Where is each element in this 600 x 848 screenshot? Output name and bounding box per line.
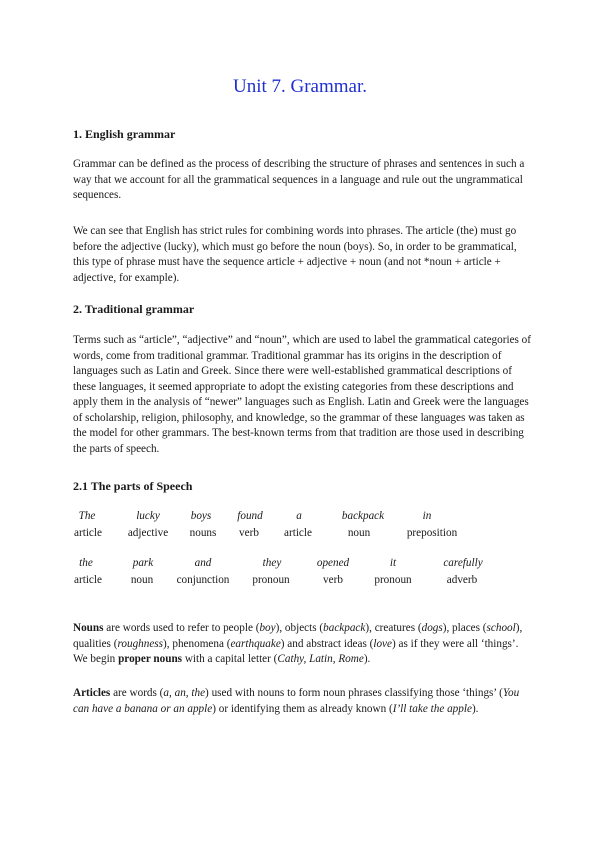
part-of-speech-tag: verb	[239, 527, 259, 539]
part-of-speech-tag: noun	[130, 574, 154, 586]
example-word: The	[78, 510, 96, 522]
text-run: ), qualities (	[73, 622, 523, 650]
text-run: ), objects (	[275, 622, 324, 634]
paragraph-definition: Grammar can be defined as the process of describing the structure of phrases and sentences in such a way that we account for all the grammatical sequences in a language and rule out the ungrammatical sequences.	[73, 158, 525, 201]
example-text: love	[373, 637, 392, 650]
heading-parts-of-speech: 2.1 The parts of Speech	[73, 479, 193, 493]
example-word: they	[262, 557, 282, 569]
part-of-speech-tag: adverb	[446, 574, 478, 586]
part-of-speech-tag: verb	[323, 574, 343, 586]
part-of-speech-tag: pronoun	[374, 574, 412, 586]
page-title: Unit 7. Grammar.	[232, 76, 368, 97]
part-of-speech-tag: adjective	[127, 527, 169, 539]
text-run: are words used to refer to people (	[103, 622, 260, 634]
heading-traditional-grammar: 2. Traditional grammar	[73, 302, 195, 316]
part-of-speech-tag: article	[74, 574, 102, 586]
example-word: park	[132, 557, 154, 569]
term-articles: Articles	[73, 687, 111, 699]
text-run: ).	[471, 702, 479, 715]
part-of-speech-tag: noun	[347, 527, 371, 539]
example2-words-row	[0, 557, 600, 573]
part-of-speech-tag: article	[74, 527, 102, 539]
text-run: ) and abstract ideas (	[280, 637, 374, 650]
part-of-speech-tag: conjunction	[176, 574, 230, 586]
paragraph-rules: We can see that English has strict rules for combining words into phrases. The article (the) must go before the adjective (lucky), which must go before the noun (boys). So, in order to be grammatical, this type of phrase must have the sequence article + adjective + noun (and not *noun + article + adjective, for example).	[73, 225, 517, 284]
example-text: school	[486, 622, 516, 634]
example-word: lucky	[136, 510, 160, 522]
part-of-speech-tag: pronoun	[252, 574, 290, 586]
paragraph-nouns	[73, 621, 533, 668]
example1-tags-row	[0, 527, 600, 543]
text-run: ), creatures (	[365, 622, 422, 634]
example-word: it	[389, 557, 397, 569]
part-of-speech-tag: preposition	[406, 527, 458, 539]
text-run: ).	[363, 653, 371, 665]
example-text: roughness	[117, 637, 164, 650]
text-run: ) as if they were all ‘things’. We begin	[73, 637, 519, 665]
text-run: ), places (	[442, 622, 487, 634]
example1-words-row	[0, 510, 600, 526]
part-of-speech-tag: article	[284, 527, 312, 539]
paragraph-articles	[73, 686, 533, 717]
paragraph-traditional-grammar: Terms such as “article”, “adjective” and “noun”, which are used to label the grammatical categories of words, come from traditional grammar. Traditional grammar has its origins in the description of languages such as Latin and Greek. Since there were well-established grammatical descriptions of these languages, it seemed appropriate to adopt the existing categories from these descriptions and apply them in the analysis of “newer” languages such as English. Latin and Greek were the languages of scholarship, religion, philosophy, and knowledge, so the grammar of these languages was taken as the model for other grammars. The best-known terms from that tradition are those used in describing the parts of speech.	[73, 334, 532, 455]
example-word: carefully	[443, 557, 483, 569]
example-word: boys	[190, 510, 212, 522]
example-text: a, an, the	[163, 687, 206, 699]
part-of-speech-tag: nouns	[189, 527, 217, 539]
example-word: a	[296, 510, 302, 522]
example-word: opened	[316, 557, 350, 569]
text-run: with a capital letter (	[182, 653, 278, 665]
example-text: earthquake	[230, 637, 281, 650]
text-run: ) or identifying them as already known (	[212, 702, 393, 715]
example-word: found	[237, 510, 263, 522]
example-text: I’ll take the apple	[392, 702, 472, 715]
example-text: dogs	[421, 622, 443, 634]
example2-tags-row	[0, 574, 600, 590]
term-proper-nouns: proper nouns	[118, 653, 183, 665]
example-text: boy	[259, 622, 276, 634]
example-word: and	[194, 557, 212, 569]
example-word: the	[79, 557, 93, 569]
example-text: You can have a banana or an apple	[73, 687, 520, 715]
text-run: ), phenomena (	[163, 637, 231, 650]
example-word: backpack	[341, 510, 385, 522]
text-run: ) used with nouns to form noun phrases classifying those ‘things’ (	[205, 687, 503, 699]
text-run: are words (	[110, 687, 164, 699]
term-nouns: Nouns	[73, 622, 104, 634]
example-word: in	[422, 510, 432, 522]
heading-english-grammar: 1. English grammar	[73, 127, 176, 141]
example-text: backpack	[323, 622, 366, 634]
example-text: Cathy, Latin, Rome	[277, 653, 364, 665]
